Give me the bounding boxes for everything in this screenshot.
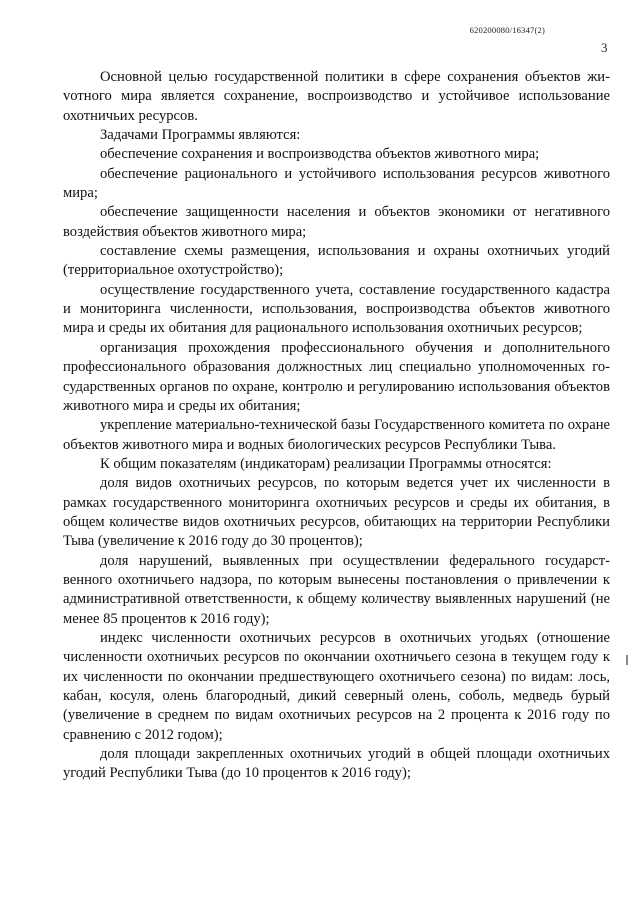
paragraph-policy-goal: Основной целью государственной политики в сфере сохранения объектов жиvотного мира является сохранение, воспроизводство и устойчивое использование охотничьих ресурсов. — [63, 69, 610, 124]
scan-margin-mark — [626, 655, 628, 665]
paragraph-tasks-heading: Задачами Программы являются: — [100, 127, 301, 144]
list-item-task: обеспечение сохранения и воспроизводства объектов животного мира; — [100, 146, 540, 163]
list-item-task: укрепление материально-технической базы Государственного комитета по охране объектов животного мира и водных биологических ресурсов Республики Тыва. — [63, 417, 610, 453]
page-number: 3 — [601, 40, 608, 55]
list-item-task: обеспечение рационального и устойчивого использования ресурсов животного мира; — [63, 165, 610, 202]
document-body — [63, 68, 610, 784]
list-item-task: составление схемы размещения, использования и охраны охотничьих угодий (территориальное охотустройство); — [63, 243, 610, 279]
list-item-task: обеспечение защищенности населения и объектов экономики от негативного воздействия объектов животного мира; — [63, 204, 610, 240]
list-item-task: организация прохождения профессионального обучения и дополнительного профессионального образования должностных лиц специально уполномоченных государственных органов по охране, контролю и регулированию использования объектов животного мира и среды их обитания; — [63, 339, 610, 414]
list-item-indicator: индекс численности охотничьих ресурсов в охотничьих угодьях (отношение численности охотничьих ресурсов по окончании охотничьего сезона в текущем году к их численности по окончании предшествующего охотничьего сезона) по видам: лось, кабан, косуля, олень благородный, дикий северный олень, соболь, медведь бурый (увеличение в среднем по видам охотничьих ресурсов на 2 процента к 2016 году по сравнению с 2012 годом); — [63, 629, 610, 743]
list-item-task: осуществление государственного учета, составление государственного кадастра и мониторинга численности, использования, воспроизводства объектов животного мира и среды их обитания для рационального использования охотничьих ресурсов; — [63, 281, 610, 337]
list-item-indicator: доля площади закрепленных охотничьих угодий в общей площади охотничьих угодий Республики Тыва (до 10 процентов к 2016 году); — [63, 746, 610, 782]
list-item-indicator: доля нарушений, выявленных при осуществлении федерального государственного охотничьего надзора, по которым вынесены постановления о привлечении к административной ответственности, к общему количеству выявленных нарушений (не менее 85 процентов к 2016 году); — [63, 552, 610, 627]
document-id: 620200080/16347(2) — [469, 25, 545, 35]
paragraph-indicators-heading: К общим показателям (индикаторам) реализации Программы относятся: — [100, 455, 552, 472]
list-item-indicator: доля видов охотничьих ресурсов, по которым ведется учет их численности в рамках государственного мониторинга охотничьих ресурсов и среды их обитания, в общем количестве видов охотничьих ресурсов, обитающих на территории Республики Тыва (увеличение к 2016 году до 30 процентов); — [63, 475, 610, 550]
